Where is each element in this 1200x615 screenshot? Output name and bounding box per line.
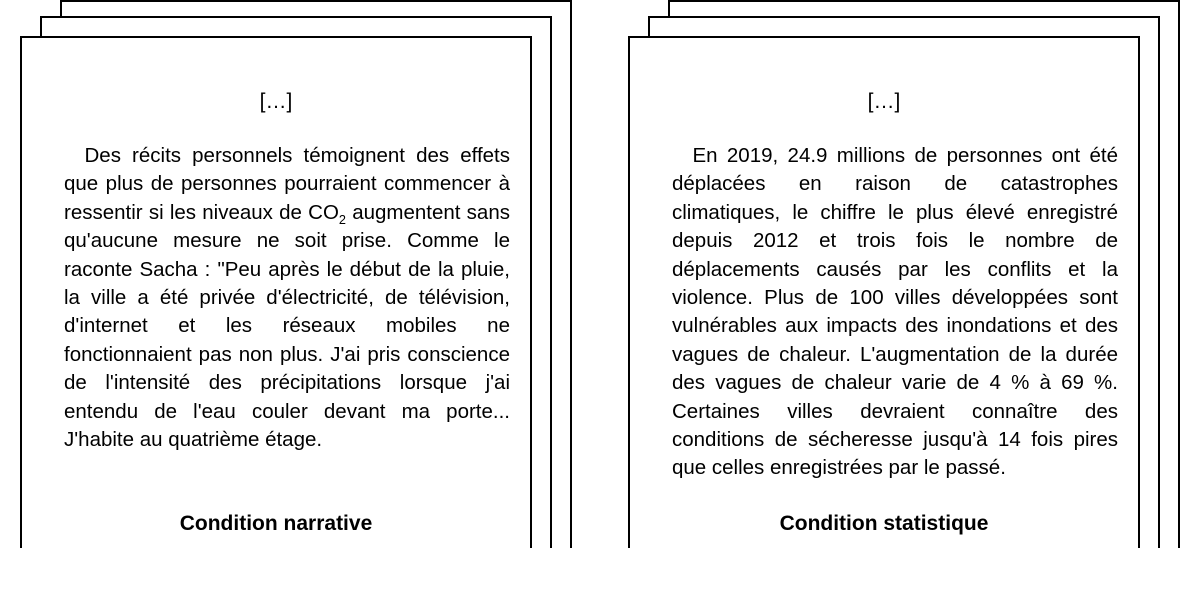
ellipsis-marker: […] — [259, 90, 293, 113]
narrative-caption: Condition narrative — [179, 512, 373, 535]
front-sheet-narrative — [20, 36, 532, 548]
statistical-caption: Condition statistique — [779, 512, 989, 535]
narrative-body-text — [64, 142, 510, 454]
front-sheet-statistical — [628, 36, 1140, 548]
narrative-text-part-2: augmentent sans qu'aucune mesure ne soit prise. Comme le raconte Sacha : "Peu après le début de la pluie, la ville a été privée d'électricité, de télévision, d'internet et les réseaux mobiles ne fonctionnaient pas non plus. J'ai pris conscience de l'intensité des précipitations lorsque j'ai entendu de l'eau couler devant ma porte... J'habite au quatrième étage. — [64, 200, 510, 452]
co2-subscript: 2 — [338, 211, 346, 227]
statistical-document-stack — [628, 0, 1188, 560]
narrative-text-part-1: Des récits personnels témoignent des effets que plus de personnes pourraient commencer à ressentir si les niveaux de CO — [64, 144, 510, 224]
ellipsis-marker: […] — [867, 90, 901, 113]
statistical-text: En 2019, 24.9 millions de personnes ont été déplacées en raison de catastrophes climatiques, le chiffre le plus élevé enregistré depuis 2012 et trois fois le nombre de déplacements causés par les conflits et la violence. Plus de 100 villes développées sont vulnérables aux impacts des inondations et des vagues de chaleur. L'augmentation de la durée des vagues de chaleur varie de 4 % à 69 %. Certaines villes devraient connaître des conditions de sécheresse jusqu'à 14 fois pires que celles enregistrées par le passé. — [672, 144, 1118, 480]
statistical-body-text — [672, 142, 1118, 483]
narrative-document-stack — [20, 0, 580, 560]
